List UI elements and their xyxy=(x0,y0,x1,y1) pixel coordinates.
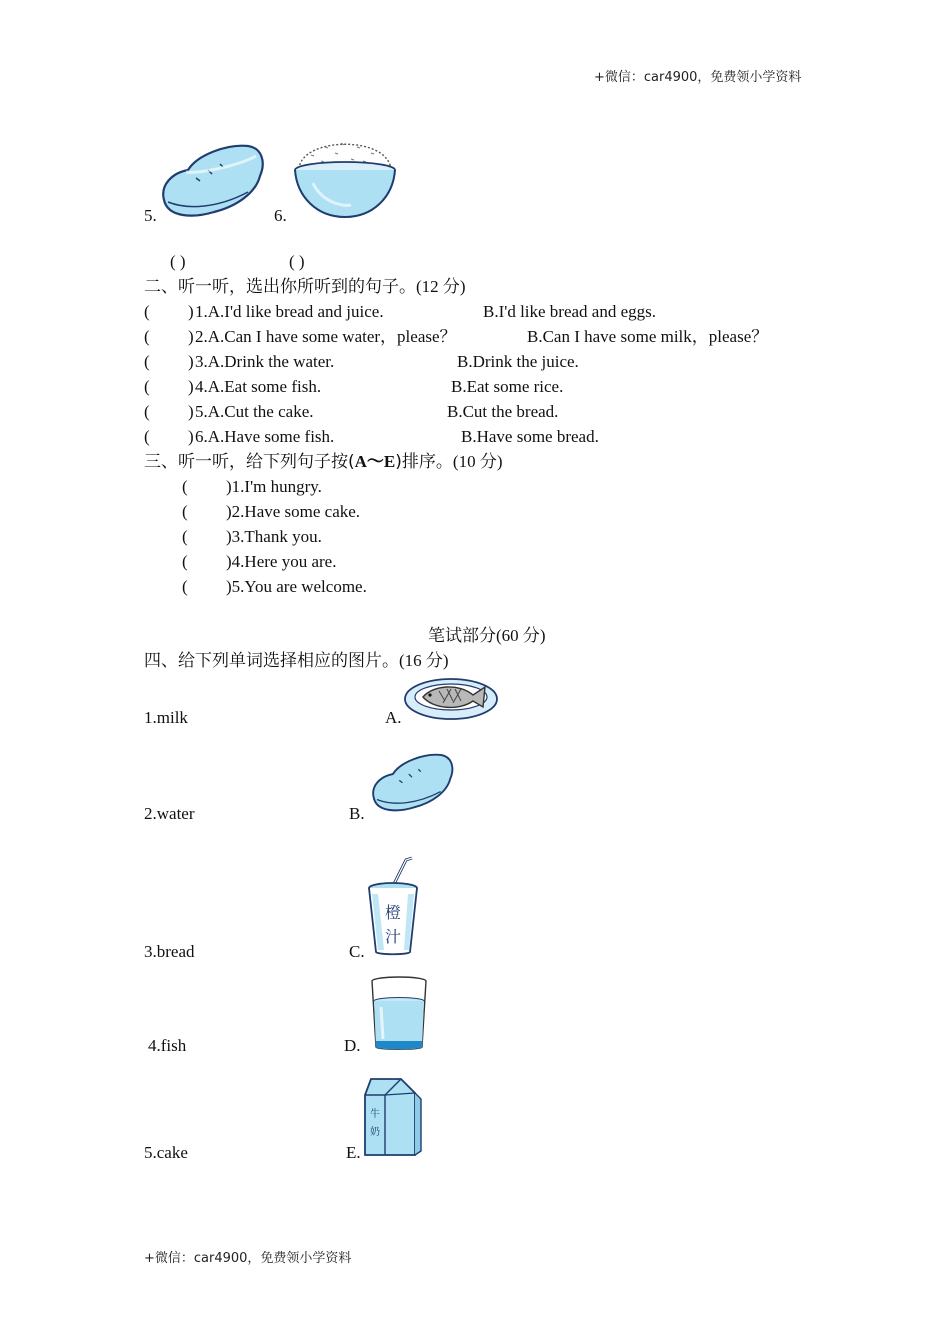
s2-row3-option-a: 3.A.Drink the water. xyxy=(195,352,335,371)
watermark-top: +微信：car4900，免费领小学资料 xyxy=(594,70,802,85)
section3-heading-pre: 三、听一听，给下列句子按( xyxy=(144,452,355,472)
word-fish: 4.fish xyxy=(148,1036,187,1055)
s2-row1-close: ) xyxy=(188,302,194,321)
s3-row2-paren[interactable]: ( xyxy=(182,502,188,521)
s3-row5-text: )5.You are welcome. xyxy=(226,577,367,596)
word-water: 2.water xyxy=(144,804,195,823)
s3-row1-text: )1.I'm hungry. xyxy=(226,477,322,496)
s2-row4-paren[interactable]: ( xyxy=(144,377,150,396)
s2-row1-option-a: 1.A.I'd like bread and juice. xyxy=(195,302,384,321)
s3-row1-paren[interactable]: ( xyxy=(182,477,188,496)
answer-blank-6[interactable]: ( ) xyxy=(289,252,305,271)
option-label-e: E. xyxy=(346,1143,361,1162)
section3-heading xyxy=(144,451,502,473)
s2-row2-option-a: 2.A.Can I have some water，please？ xyxy=(195,327,457,346)
s2-row2-option-b: B.Can I have some milk，please？ xyxy=(527,327,769,346)
s2-row3-option-b: B.Drink the juice. xyxy=(457,352,579,371)
s3-row2-text: )2.Have some cake. xyxy=(226,502,361,521)
s2-row6-option-b: B.Have some bread. xyxy=(461,427,599,446)
s2-row6-option-a: 6.A.Have some fish. xyxy=(195,427,335,446)
written-title-cn: 笔试部分 xyxy=(428,626,496,646)
juice-cup-text-2: 汁 xyxy=(384,927,402,946)
s2-row5-option-b: B.Cut the bread. xyxy=(447,402,559,421)
answer-blank-5[interactable]: ( ) xyxy=(170,252,186,271)
s2-row5-paren[interactable]: ( xyxy=(144,402,150,421)
s3-row5-paren[interactable]: ( xyxy=(182,577,188,596)
s2-row2-close: ) xyxy=(188,327,194,346)
section3-heading-bold: A～E xyxy=(354,452,396,471)
milk-carton-text-2: 奶 xyxy=(370,1127,380,1138)
s2-row4-close: ) xyxy=(188,377,194,396)
word-milk: 1.milk xyxy=(144,708,188,727)
section2-score: (12 分) xyxy=(416,277,466,296)
s2-row6-paren[interactable]: ( xyxy=(144,427,150,446)
s2-row5-option-a: 5.A.Cut the cake. xyxy=(195,402,314,421)
option-label-c: C. xyxy=(349,942,365,961)
water-glass-icon xyxy=(367,973,431,1053)
option-label-b: B. xyxy=(349,804,365,823)
item-number-5: 5. xyxy=(144,206,157,225)
section4-heading xyxy=(144,650,449,672)
juice-cup-text-1: 橙 xyxy=(384,903,402,922)
s2-row4-option-b: B.Eat some rice. xyxy=(451,377,564,396)
section2-heading-text: 二、听一听，选出你所听到的句子。 xyxy=(144,277,416,297)
fish-plate-icon xyxy=(403,673,499,723)
item-number-6: 6. xyxy=(274,206,287,225)
rice-bowl-icon xyxy=(291,125,397,221)
s2-row6-close: ) xyxy=(188,427,194,446)
section3-heading-post: )排序。 xyxy=(395,452,453,472)
section4-heading-text: 四、给下列单词选择相应的图片。 xyxy=(144,651,399,671)
s2-row5-close: ) xyxy=(188,402,194,421)
section3-score: (10 分) xyxy=(452,452,503,471)
milk-carton-text-1: 牛 xyxy=(370,1109,380,1120)
bread-icon xyxy=(369,746,455,818)
milk-carton-icon xyxy=(361,1075,425,1159)
written-title-score: (60 分) xyxy=(496,626,546,645)
s2-row3-paren[interactable]: ( xyxy=(144,352,150,371)
section2-heading xyxy=(144,276,466,298)
word-cake: 5.cake xyxy=(144,1143,188,1162)
s3-row3-text: )3.Thank you. xyxy=(226,527,322,546)
option-label-a: A. xyxy=(385,708,402,727)
s3-row4-paren[interactable]: ( xyxy=(182,552,188,571)
s3-row3-paren[interactable]: ( xyxy=(182,527,188,546)
s2-row2-paren[interactable]: ( xyxy=(144,327,150,346)
s3-row4-text: )4.Here you are. xyxy=(226,552,337,571)
s2-row1-option-b: B.I'd like bread and eggs. xyxy=(483,302,657,321)
juice-cup-icon xyxy=(362,854,424,958)
section4-score: (16 分) xyxy=(399,651,449,670)
word-bread: 3.bread xyxy=(144,942,195,961)
s2-row4-option-a: 4.A.Eat some fish. xyxy=(195,377,322,396)
bread-icon xyxy=(158,140,266,220)
watermark-bottom: +微信：car4900，免费领小学资料 xyxy=(144,1251,352,1266)
written-part-title xyxy=(428,625,546,647)
s2-row3-close: ) xyxy=(188,352,194,371)
option-label-d: D. xyxy=(344,1036,361,1055)
s2-row1-paren[interactable]: ( xyxy=(144,302,150,321)
